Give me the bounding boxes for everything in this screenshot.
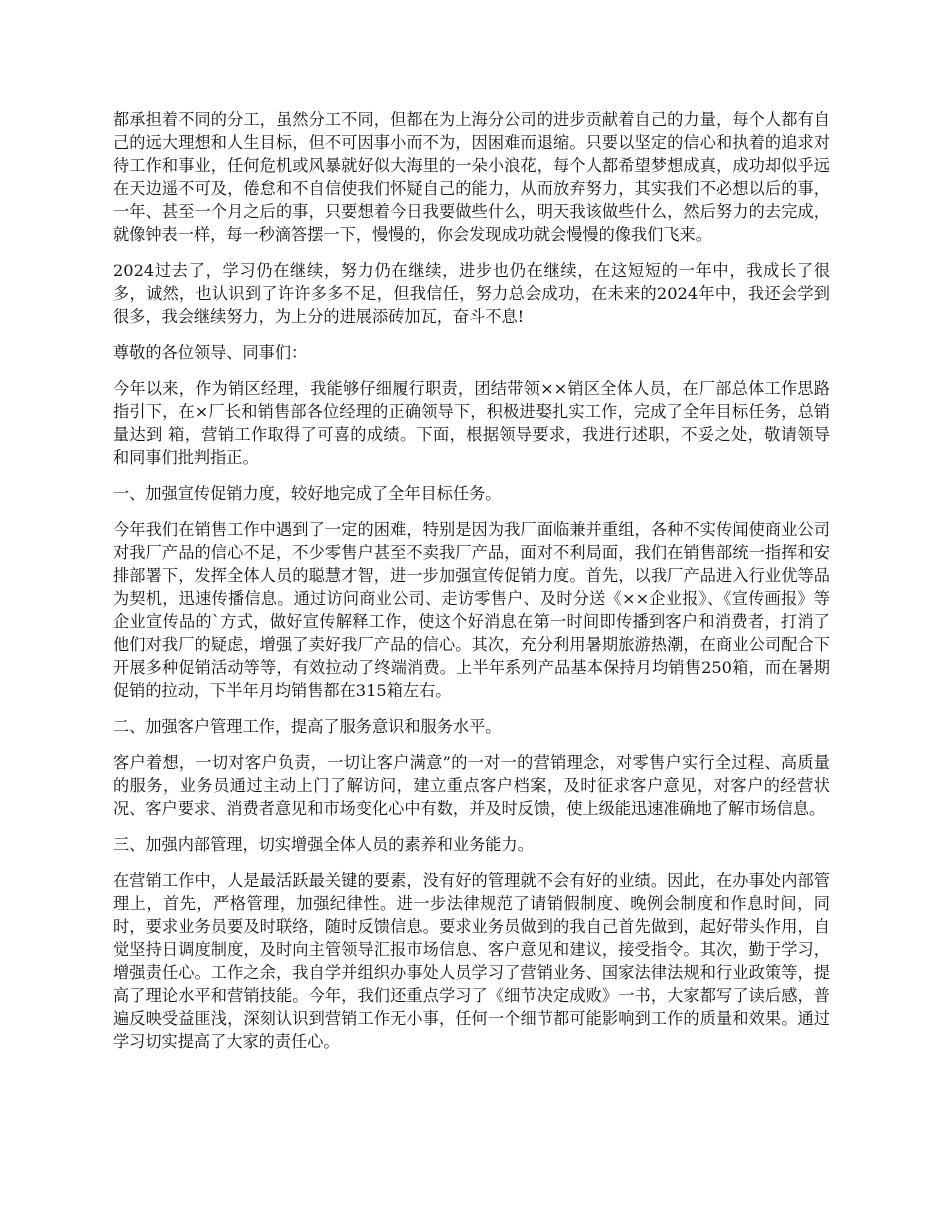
paragraph-internal-management: 在营销工作中，人是最活跃最关键的要素，没有好的管理就不会有好的业绩。因此，在办事处内部管理上，首先，严格管理，加强纪律性。进一步法律规范了请销假制度、晚例会制度和作息时间，同时，要求业务员要及时联络，随时反馈信息。要求业务员做到的我自己首先做到，起好带头作用，自觉坚持日调度制度，及时向主管领导汇报市场信息、客户意见和建议，接受指令。其次，勤于学习，增强责任心。工作之余，我自学并组织办事处人员学习了营销业务、国家法律法规和行业政策等，提高了理论水平和营销技能。今年，我们还重点学习了《细节决定成败》一书，大家都写了读后感，普遍反映受益匪浅，深刻认识到营销工作无小事，任何一个细节都可能影响到工作的质量和效果。通过学习切实提高了大家的责任心。 (113, 871, 830, 1051)
section-heading-internal-management: 三、加强内部管理，切实增强全体人员的素养和业务能力。 (113, 835, 534, 854)
section-heading-promotion: 一、加强宣传促销力度，较好地完成了全年目标任务。 (113, 484, 502, 503)
paragraph-report-intro: 今年以来，作为销区经理，我能够仔细履行职责，团结带领××销区全体人员，在厂部总体工作思路指引下，在×厂长和销售部各位经理的正确领导下，积极进娶扎实工作，完成了全年目标任务，总销量达到 箱，营销工作取得了可喜的成绩。下面，根据领导要求，我进行述职，不妥之处，敬请领导和同事们批判指正。 (113, 379, 830, 467)
paragraph-customer-management: 客户着想，一切对客户负责，一切让客户满意”的一对一的营销理念，对零售户实行全过程、高质量的服务，业务员通过主动上门了解访问，建立重点客户档案，及时征求客户意见，对客户的经营状况、客户要求、消费者意见和市场变化心中有数，并及时反馈，使上级能迅速准确地了解市场信息。 (113, 753, 830, 818)
paragraph-intro-teamwork: 都承担着不同的分工，虽然分工不同，但都在为上海分公司的进步贡献着自己的力量，每个人都有自己的远大理想和人生目标，但不可因事小而不为，因困难而退缩。只要以坚定的信心和执着的追求对待工作和事业，任何危机或风暴就好似大海里的一朵小浪花，每个人都希望梦想成真，成功却似乎远在天边遥不可及，倦怠和不自信使我们怀疑自己的能力，从而放弃努力，其实我们不必想以后的事，一年、甚至一个月之后的事，只要想着今日我要做些什么，明天我该做些什么，然后努力的去完成，就像钟表一样，每一秒滴答摆一下，慢慢的，你会发现成功就会慢慢的像我们飞来。 (113, 110, 830, 244)
document-body (113, 108, 830, 1053)
section-heading-customer-management: 二、加强客户管理工作，提高了服务意识和服务水平。 (113, 717, 502, 736)
paragraph-salutation: 尊敬的各位领导、同事们： (113, 343, 308, 362)
paragraph-promotion-details: 今年我们在销售工作中遇到了一定的困难，特别是因为我厂面临兼并重组，各种不实传闻使商业公司对我厂产品的信心不足，不少零售户甚至不卖我厂产品，面对不利局面，我们在销售部统一指挥和安排部署下，发挥全体人员的聪慧才智，进一步加强宣传促销力度。首先，以我厂产品进入行业优等品为契机，迅速传播信息。通过访问商业公司、走访零售户、及时分送《××企业报》、《宣传画报》等企业宣传品的`方式，做好宣传解释工作，使这个好消息在第一时间即传播到客户和消费者，打消了他们对我厂的疑虑，增强了卖好我厂产品的信心。其次，充分利用暑期旅游热潮，在商业公司配合下开展多种促销活动等等，有效拉动了终端消费。上半年系列产品基本保持月均销售250箱，而在暑期促销的拉动，下半年月均销售都在315箱左右。 (113, 520, 830, 700)
paragraph-year-summary: 2024过去了，学习仍在继续，努力仍在继续，进步也仍在继续，在这短短的一年中，我成长了很多，诚然，也认识到了许许多多不足，但我信任，努力总会成功，在未来的2024年中，我还会学到很多，我会继续努力，为上分的进展添砖加瓦，奋斗不息! (113, 261, 830, 326)
